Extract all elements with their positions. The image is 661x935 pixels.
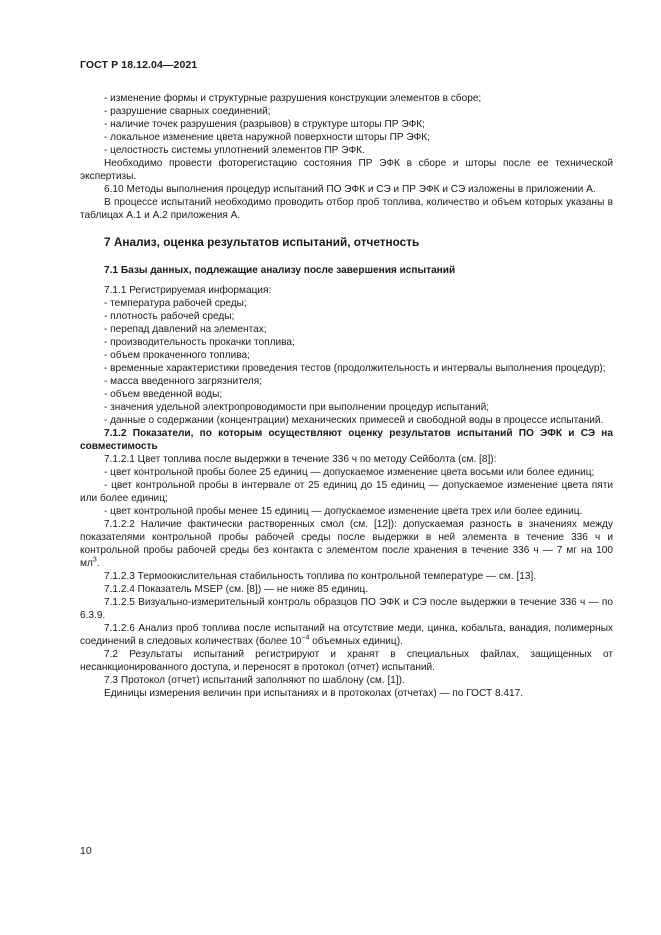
page-number: 10: [80, 845, 92, 857]
list-item: - изменение формы и структурные разрушения конструкции элементов в сборе;: [104, 93, 482, 104]
paragraph: 7.1.1 Регистрируемая информация:: [104, 285, 272, 296]
list-item: - плотность рабочей среды;: [104, 311, 235, 322]
list-item: - цвет контрольной пробы менее 15 единиц — допускаемое изменение цвета трех или более единиц.: [104, 506, 583, 517]
list-item: - разрушение сварных соединений;: [104, 106, 271, 117]
paragraph: 7.1.2.3 Термоокислительная стабильность топлива по контрольной температуре — см. [13].: [104, 571, 537, 582]
paragraph: 7.3 Протокол (отчет) испытаний заполняют по шаблону (см. [1]).: [104, 675, 405, 686]
paragraph: Необходимо провести фоторегистацию состояния ПР ЭФК в сборе и шторы после ее технической экспертизы.: [80, 158, 613, 182]
list-item: - данные о содержании (концентрации) механических примесей и свободной воды в процессе испытаний.: [104, 415, 604, 426]
paragraph-text-end: объемных единиц).: [309, 636, 403, 647]
superscript: 3: [92, 556, 97, 564]
list-item: - температура рабочей среды;: [104, 298, 247, 309]
paragraph: 6.10 Методы выполнения процедур испытаний ПО ЭФК и СЭ и ПР ЭФК и СЭ изложены в приложении А.: [104, 184, 596, 195]
section-title: 7 Анализ, оценка результатов испытаний, отчетность: [104, 235, 420, 249]
list-item: - наличие точек разрушения (разрывов) в структуре шторы ПР ЭФК;: [104, 119, 425, 130]
list-item: - перепад давлений на элементах;: [104, 324, 267, 335]
paragraph-text: 7.1.2.2 Наличие фактически растворенных смол (см. [12]): допускаемая разность в значениях между показателями контрольной пробы рабочей среды после выдержки в ней элемента в течение 336 ч и контрольной пробы рабочей среды без контакта с элементом после хранения в течение 336 ч — 7 мг на 100 мл: [80, 519, 613, 569]
list-item: - значения удельной электропроводимости при выполнении процедур испытаний;: [104, 402, 490, 413]
list-item: - масса введенного загрязнителя;: [104, 376, 263, 387]
document-header: ГОСТ Р 18.12.04—2021: [80, 59, 198, 71]
list-item: - локальное изменение цвета наружной поверхности шторы ПР ЭФК;: [104, 132, 430, 143]
list-item: - объем прокаченного топлива;: [104, 350, 250, 361]
paragraph: 7.1.2.5 Визуально-измерительный контроль образцов ПО ЭФК и СЭ после выдержки в течение 336 ч — по 6.3.9.: [80, 597, 613, 621]
paragraph: [80, 518, 613, 570]
paragraph: 7.1.2.4 Показатель MSEP (см. [8]) — не ниже 85 единиц.: [104, 584, 369, 595]
paragraph: 7.1.2.1 Цвет топлива после выдержки в течение 336 ч по методу Сейболта (см. [8]):: [104, 454, 497, 465]
paragraph: В процессе испытаний необходимо проводить отбор проб топлива, количество и объем которых указаны в таблицах А.1 и А.2 приложения А.: [80, 197, 613, 221]
list-item: - временные характеристики проведения тестов (продолжительность и интервалы выполнения процедур);: [104, 363, 606, 374]
paragraph: 7.2 Результаты испытаний регистрируют и хранят в специальных файлах, защищенных от несанкционированного доступа, и переносят в протокол (отчет) испытаний.: [80, 649, 613, 673]
list-item: - цвет контрольной пробы в интервале от 25 единиц до 15 единиц — допускаемое изменение цвета пяти или более единиц;: [80, 480, 613, 504]
list-item: - производительность прокачки топлива;: [104, 337, 295, 348]
paragraph: [80, 622, 613, 648]
subsection-title: 7.1.2 Показатели, по которым осуществляют оценку результатов испытаний ПО ЭФК и СЭ на совместимость: [80, 428, 613, 452]
paragraph-text: 7.1.2.6 Анализ проб топлива после испытаний на отсутствие меди, цинка, кобальта, ванадия, полимерных соединений в следовых количествах (более 10: [80, 623, 613, 647]
paragraph: Единицы измерения величин при испытаниях и в протоколах (отчетах) — по ГОСТ 8.417.: [104, 688, 524, 699]
superscript: −4: [301, 634, 310, 642]
page-content: [80, 92, 613, 700]
subsection-title: 7.1 Базы данных, подлежащие анализу после завершения испытаний: [104, 265, 456, 276]
paragraph-text-end: .: [96, 558, 100, 569]
list-item: - объем введенной воды;: [104, 389, 223, 400]
list-item: - цвет контрольной пробы более 25 единиц — допускаемое изменение цвета восьми или более единиц;: [104, 467, 595, 478]
list-item: - целостность системы уплотнений элементов ПР ЭФК.: [104, 145, 365, 156]
